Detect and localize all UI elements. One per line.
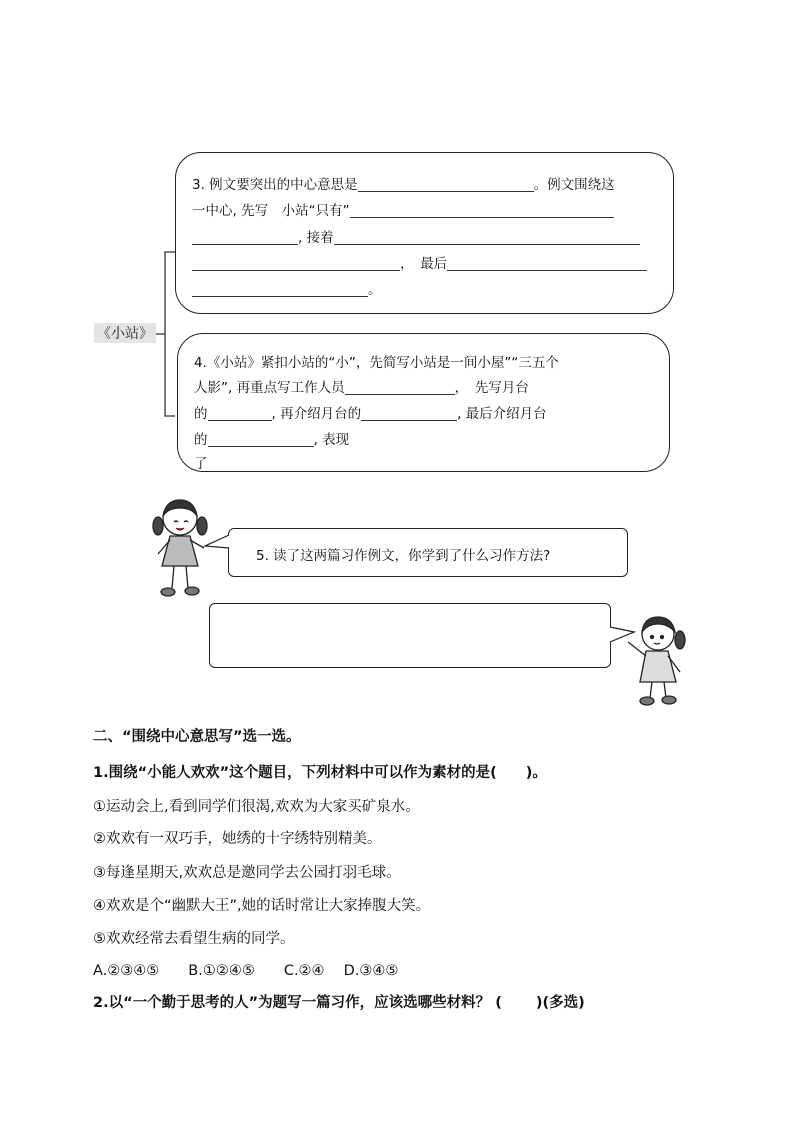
answer-blank[interactable] xyxy=(334,230,640,245)
answer-blank[interactable] xyxy=(208,432,314,447)
list-item: ⑤欢欢经常去看望生病的同学。 xyxy=(93,931,295,947)
answer-blank[interactable] xyxy=(192,230,298,245)
bubble-tail xyxy=(204,534,230,550)
q4-line-2: 人影”, 再重点写工作人员 ， 先写月台 xyxy=(194,380,529,396)
q4-line-5: 了 xyxy=(194,456,208,472)
q3-line-1: 3. 例文要突出的中心意思是 。例文围绕这 xyxy=(192,177,615,193)
q3-line-5: 。 xyxy=(192,278,382,298)
question-5-text: 5. 读了这两篇习作例文，你学到了什么习作方法? xyxy=(256,548,551,564)
answer-blank[interactable] xyxy=(358,177,534,192)
q3-line-2: 一中心, 先写 小站“只有” xyxy=(192,199,614,219)
question-1: 1.围绕“小能人欢欢”这个题目，下列材料中可以作为素材的是( )。 xyxy=(93,765,547,781)
q3-line-4: ， 最后 xyxy=(192,252,647,272)
q4-line-3: 的 , 再介绍月台的 , 最后介绍月台 xyxy=(194,406,547,422)
answer-blank[interactable] xyxy=(345,380,455,395)
list-item: ③每逢星期天,欢欢总是邀同学去公园打羽毛球。 xyxy=(93,865,401,881)
answer-blank[interactable] xyxy=(192,256,400,271)
list-item: ①运动会上,看到同学们很渴,欢欢为大家买矿泉水。 xyxy=(93,799,420,815)
answer-blank[interactable] xyxy=(447,256,647,271)
answer-blank[interactable] xyxy=(361,406,457,421)
list-item: ④欢欢是个“幽默大王”,她的话时常让大家捧腹大笑。 xyxy=(93,898,431,914)
answer-blank[interactable] xyxy=(192,282,368,297)
answer-options: A.②③④⑤ B.①②④⑤ C.②④ D.③④⑤ xyxy=(93,963,399,979)
section-label: 《小站》 xyxy=(94,323,156,343)
question-2: 2.以“一个勤于思考的人”为题写一篇习作，应该选哪些材料？ ( )(多选) xyxy=(93,995,585,1011)
q3-line-3: , 接着 xyxy=(192,226,640,246)
section-2-heading: 二、“围绕中心意思写”选一选。 xyxy=(93,729,301,745)
girl-illustration-left xyxy=(148,496,212,600)
answer-blank[interactable] xyxy=(208,406,272,421)
list-item: ②欢欢有一双巧手，她绣的十字绣特别精美。 xyxy=(93,831,382,847)
answer-blank[interactable] xyxy=(350,203,614,218)
answer-bubble[interactable] xyxy=(209,603,611,668)
q4-line-4: 的 , 表现 xyxy=(194,432,350,448)
q4-line-1: 4.《小站》紧扣小站的“小”，先简写小站是一间小屋”“三五个 xyxy=(194,355,559,371)
girl-illustration-right xyxy=(622,612,690,706)
